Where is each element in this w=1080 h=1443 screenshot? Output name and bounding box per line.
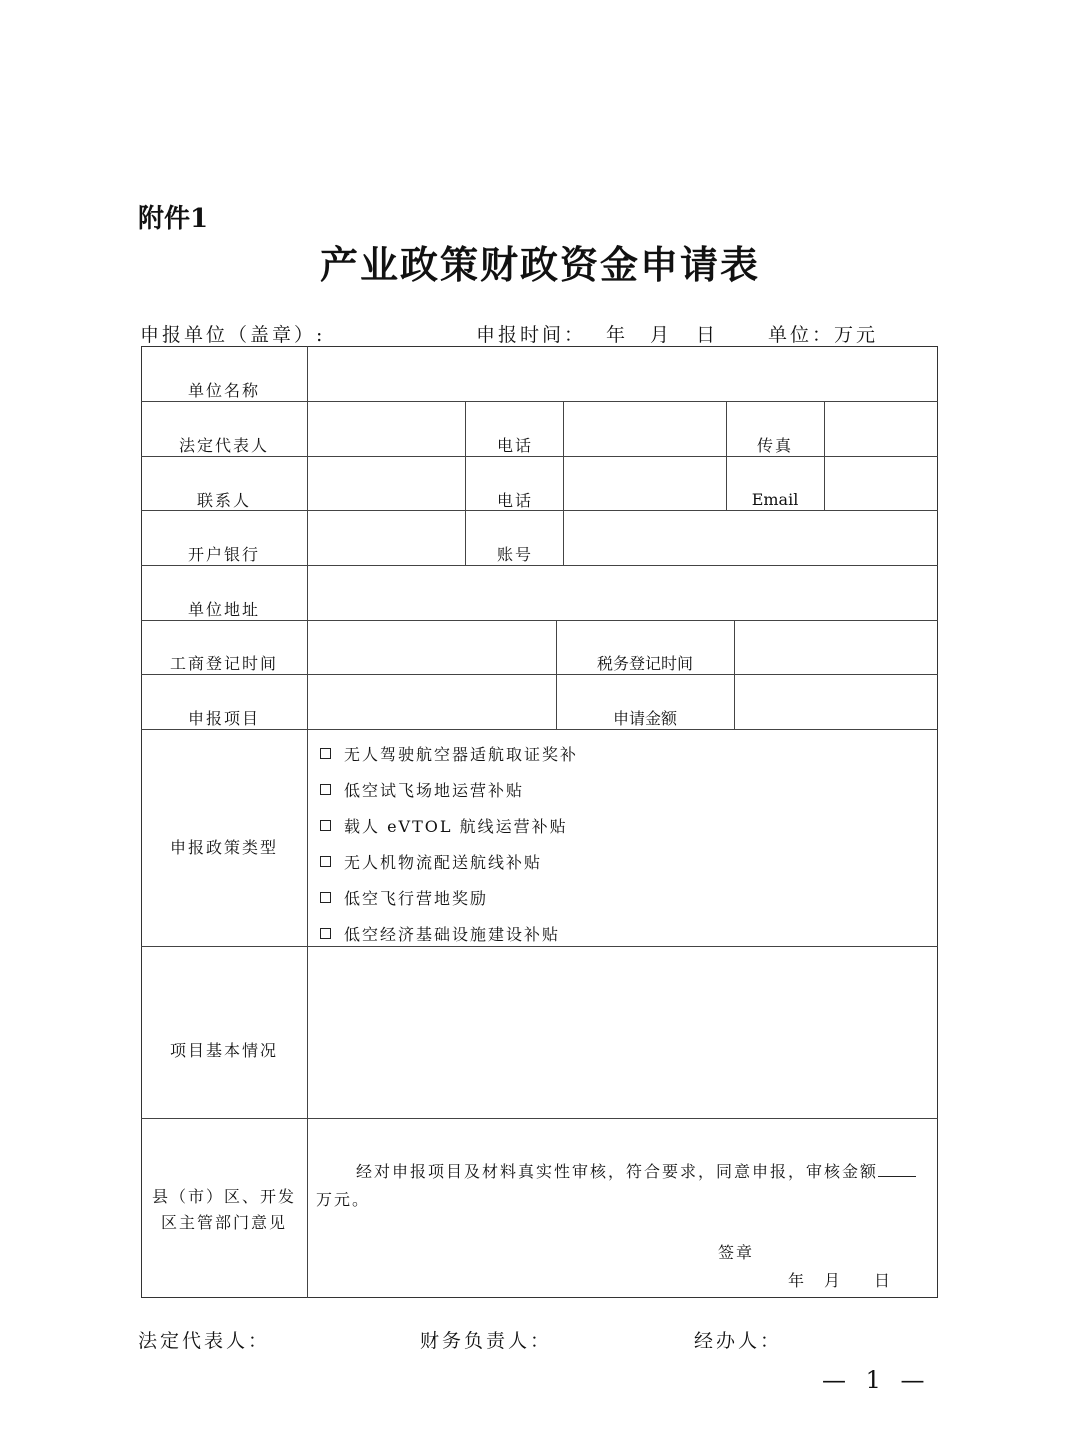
header-report-time: 申报时间：: [476, 324, 587, 346]
form-col-divider: [556, 620, 557, 729]
label-legal-rep: 法定代表人: [178, 436, 270, 455]
footer-legal-rep: 法定代表人：: [138, 1330, 271, 1352]
policy-option[interactable]: 无人驾驶航空器适航取证奖补: [320, 742, 578, 765]
checkbox-icon[interactable]: [320, 820, 331, 831]
header-year: 年: [606, 324, 629, 346]
footer-handler: 经办人：: [694, 1330, 783, 1352]
label-project-basics: 项目基本情况: [169, 1041, 279, 1060]
checkbox-icon[interactable]: [320, 784, 331, 795]
form-col-divider: [726, 401, 727, 510]
policy-option[interactable]: 载人 eVTOL 航线运营补贴: [320, 814, 568, 837]
header-month: 月: [650, 324, 673, 346]
form-col-divider: [734, 620, 735, 729]
form-row-divider: [141, 674, 938, 675]
signature-label: 签章: [718, 1243, 755, 1262]
label-fax: 传真: [756, 436, 794, 455]
label-project: 申报项目: [187, 709, 261, 728]
label-tax-reg-time: 税务登记时间: [596, 654, 694, 673]
label-contact-phone: 电话: [496, 491, 534, 510]
checkbox-icon[interactable]: [320, 928, 331, 939]
footer-finance-head: 财务负责人：: [420, 1330, 553, 1352]
form-row-divider: [141, 565, 938, 566]
label-phone: 电话: [496, 436, 534, 455]
form-row-divider: [141, 620, 938, 621]
form-row-divider: [141, 946, 938, 947]
form-row-divider: [141, 401, 938, 402]
form-row-divider: [141, 456, 938, 457]
label-contact: 联系人: [196, 491, 252, 510]
label-amount: 申请金额: [612, 709, 678, 728]
policy-option[interactable]: 无人机物流配送航线补贴: [320, 850, 542, 873]
form-col-divider: [824, 401, 825, 510]
header-unit: 单位：万元: [768, 324, 879, 346]
label-email: Email: [751, 490, 799, 509]
form-label-column-divider: [307, 346, 308, 1298]
policy-option[interactable]: 低空飞行营地奖励: [320, 886, 488, 909]
review-day: 日: [874, 1271, 891, 1290]
page-title: 产业政策财政资金申请表: [319, 242, 760, 287]
review-statement: 经对申报项目及材料真实性审核，符合要求，同意申报，审核金额万元。: [316, 1158, 934, 1214]
checkbox-icon[interactable]: [320, 748, 331, 759]
amount-blank[interactable]: [878, 1162, 916, 1177]
review-year: 年: [788, 1271, 805, 1290]
label-bank: 开户银行: [187, 545, 261, 564]
form-col-divider: [563, 401, 564, 565]
header-unit-stamp: 申报单位（盖章）:: [140, 324, 326, 346]
form-row-divider: [141, 729, 938, 730]
label-account: 账号: [496, 545, 534, 564]
page-number: — 1 —: [822, 1366, 931, 1394]
label-policy-type: 申报政策类型: [169, 838, 279, 857]
checkbox-icon[interactable]: [320, 856, 331, 867]
form-col-divider: [465, 401, 466, 565]
label-biz-reg-time: 工商登记时间: [169, 654, 279, 673]
checkbox-icon[interactable]: [320, 892, 331, 903]
policy-option[interactable]: 低空经济基础设施建设补贴: [320, 922, 560, 945]
label-unit-name: 单位名称: [187, 381, 261, 400]
label-address: 单位地址: [187, 600, 261, 619]
policy-option[interactable]: 低空试飞场地运营补贴: [320, 778, 524, 801]
header-day: 日: [696, 324, 719, 346]
review-month: 月: [824, 1271, 841, 1290]
form-row-divider: [141, 1118, 938, 1119]
label-dept-opinion: 县（市）区、开发区主管部门意见: [151, 1187, 296, 1232]
attachment-label: 附件1: [138, 204, 209, 234]
form-row-divider: [141, 510, 938, 511]
